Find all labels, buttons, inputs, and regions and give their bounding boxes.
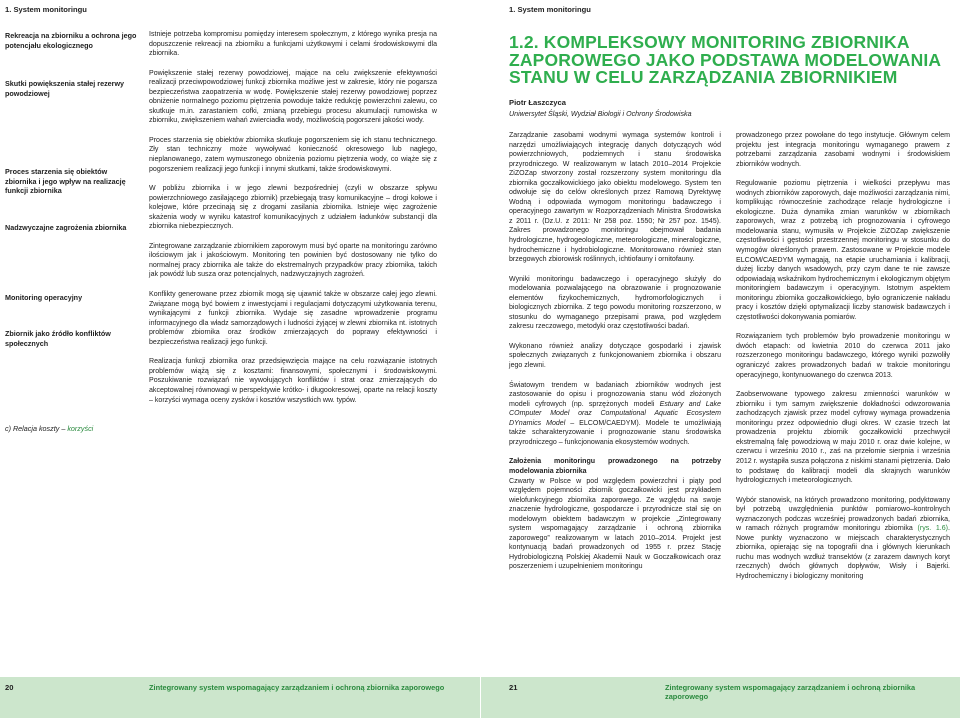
- author-affiliation: Uniwersytet Śląski, Wydział Biologii i Ochrony Środowiska: [509, 110, 692, 118]
- col1-paragraph-2: Wyniki monitoringu badawczego i operacyjnego służyły do modelowania pozwalającego na obrazowanie i prognozowanie elementów fizykochemicznych, hydromorfologicznych i biologicznych zbiornika. Z tego powodu monitoring rozszerzono, w stosunku do wymaganego przepisami prawa, pod względem zakresu rzeczowego, metodyki oraz częstotliwości badań.: [509, 275, 721, 331]
- figure-reference-link[interactable]: (rys. 1.6): [917, 525, 949, 533]
- paragraph-conflicts: Konflikty generowane przez zbiornik mogą się ujawnić także w obszarze całej jego zlewni. Związane mogą być bowiem z inwestycjami i regulacjami dotyczącymi użytkowania terenu, wynikającymi z funkcji zbiornika. Wydaje się zasadne wprowadzenie programu informacyjnego dla władz samorządowych i ludności żyjącej w zlewni zbiornika nt. istotnych problemów zbiornika oraz środków zmierzających do poprawy efektywności i bezpieczeństwa realizacji jego funkcji.: [149, 291, 437, 346]
- section-title: 1.2. KOMPLEKSOWY MONITORING ZBIORNIKA ZAPOROWEGO JAKO PODSTAWA MODELOWANIA STANU W CELU ZARZĄDZANIA ZBIORNIKIEM: [509, 32, 941, 87]
- right-footer-text: Zintegrowany system wspomagający zarządzaniem i ochroną zbiornika zaporowego: [665, 683, 916, 701]
- paragraph-operational: Zintegrowane zarządzanie zbiornikiem zaporowym musi być oparte na monitoringu zarówno ilościowym jak i jakościowym. Monitoring ten powinien być dostosowany nie tylko do normalnej pracy zbiornika ale także do ekstremalnych przypadków pracy zbiornika, takich jak powódź lub susza oraz potencjalnych, nadzwyczajnych zagrożeń.: [149, 242, 437, 279]
- col1-paragraph-1: Zarządzanie zasobami wodnymi wymaga systemów kontroli i narzędzi umożliwiających integrację danych dotyczących wód powierzchniowych, podziemnych i stanu środowiska przyrodniczego. W realizowanym w latach 2010–2014 Projekcie ZiZOZap stworzony został rozszerzony system monitoringu dla zbiornika goczałkowickiego jako obiektu modelowego. System ten odwołuje się do celów określonych przez Ramową Dyrektywę Wodną i odpowiada wymogom monitoringu badawczego i operacyjnego zawartym w Rozporządzeniach Ministra Środowiska z 2011 r. (Dz.U. z 2011: Nr 258 poz. 1550; Nr 257 poz. 1545). Zakres prowadzonego monitoringu obejmował badania hydrologiczne, hydrogeologiczne, meteorologiczne, mineralogiczne, hydrochemiczne i hydrobiologiczne. Monitorowano również stan brzegowych zbiorowisk roślinnych, ichtiofauny i ornitofauny.: [509, 132, 721, 264]
- col1-paragraph-5: Czwarty w Polsce w pod względem powierzchni i piąty pod względem pojemności zbiornik goczałkowicki jest przykładem wielofunkcyjnego zbiornika zaporowego. Ze względu na swoje znaczenie hydrologiczne, gospodarcze i przyrodnicze stał się on modelowym obiektem badawczym w projekcie „Zintegrowany system wspomagający zarządzanie i ochroną zbiornika zaporowego” realizowanym w latach 2010–2014. Projekt jest kontynuacją badań prowadzonych od 1955 r. przez Stację Hydrobiologiczną Polskiej Akademii Nauk w Goczałkowicach oraz poszerzeniem i uzupełnieniem monitoringu: [509, 477, 721, 571]
- left-running-head: 1. System monitoringu: [5, 5, 87, 14]
- right-running-head: 1. System monitoringu: [509, 5, 591, 14]
- col2-paragraph-2: Regulowanie poziomu piętrzenia i wielkości przepływu mas wodnych zbiorników zaporowych, daje możliwości zarządzania nimi, komplikując równocześnie zachodzące relacje hydrologiczne i ekologiczne. Duża dynamika zmian warunków w zbiornikach zaporowych, wraz z potrzebą ich prognozowania i cyfrowego modelowania stanu, wymusiła w Projekcie ZiZOZap zwiększenie częstotliwości i gęstości przestrzennej monitoringu w stosunku do wymogów określonych prawem. Zastosowane w Projekcie modele ELCOM/CAEDYM wymagają, na etapie uruchamiania i kalibracji, dużej liczby danych wsadowych, przy czym dane te nie zawsze odpowiadają wskaźnikom hydrochemicznym i ekologicznym objętym monitoringiem badawczym i operacyjnym. Istotnym aspektem monitoringu zbiornika goczałkowickiego, było ograniczenie nakładu pracy i kosztów dzięki optymalizacji liczby stanowisk badawczych i częstotliwości dokonywania pomiarów.: [736, 180, 950, 321]
- right-page-number: 21: [509, 683, 518, 692]
- paragraph-cost-benefit: Realizacja funkcji zbiornika oraz przedsięwzięcia mające na celu rozwiązanie istotnych problemów wiążą się z kosztami: finansowymi, społecznymi i środowiskowymi. Poszukiwanie rozwiązań nie wywołujących konfliktów i strat oraz zmierzających do akceptowalnej równowagi w perspektywie krótko- i długookresowej, oparte na relacji koszty – korzyści wymaga oceny zysków i kosztów wszystkich ww. typów.: [149, 358, 437, 404]
- col1-paragraph-3: Wykonano również analizy dotyczące gospodarki i zjawisk społecznych związanych z funkcjonowaniem zbiornika i obszaru jego zlewni.: [509, 342, 721, 370]
- col1-p4-text-a: Światowym trendem w badaniach zbiorników wodnych jest zastosowanie do opisu i prognozowania stanu wód złożonych modeli cyfrowych (np. sprzężonych modeli: [509, 381, 721, 408]
- sidebar-heading-cost-benefit: [5, 424, 145, 434]
- col1-paragraph-4: [509, 381, 721, 448]
- author-name: Piotr Łaszczyca: [509, 98, 566, 107]
- left-main-column: [149, 30, 437, 405]
- sidebar-heading-recreation: Rekreacja na zbiorniku a ochrona jego potencjału ekologicznego: [5, 31, 137, 50]
- col1-subheading-wrap: [509, 457, 721, 476]
- paragraph-recreation: Istnieje potrzeba kompromisu pomiędzy interesem społecznym, z którego wynika presja na dopuszczenie rekreacji na zbiorniku a funkcjami użytkowymi i celami środowiskowymi dla zbiornika.: [149, 31, 437, 58]
- left-page-number: 20: [5, 683, 14, 692]
- sidebar-heading-threats: Nadzwyczajne zagrożenia zbiornika: [5, 223, 127, 232]
- col2-p5-text-a: Wybór stanowisk, na których prowadzono monitoring, podyktowany był potrzebą uwzględnienia punktów pomiarowo–kontrolnych wyznaczonych podczas wcześniej prowadzonych badań zbiornika, w ramach różnych programów monitoringu zbiornika: [736, 496, 950, 533]
- col2-paragraph-5: [736, 496, 950, 582]
- col2-paragraph-1: prowadzonego przez powołane do tego instytucje. Głównym celem projektu jest integracja monitoringu wymaganego prawem z potrzebami zarządzania zasobami wodnymi i środowiskiem zbiorników wodnych.: [736, 132, 950, 168]
- sidebar-heading-operational: Monitoring operacyjny: [5, 293, 83, 302]
- right-column-1: [509, 131, 721, 572]
- paragraph-aging: Proces starzenia się obiektów zbiornika skutkuje pogorszeniem się ich stanu technicznego. Zły stan techniczny może wywoływać konieczność okresowego lub nagłego, nieplanowanego, zatem wymuszonego obniżenia poziomu piętrzenia wody, co wiąże się z pogorszeniem realizacji jego funkcji i innymi skutkami, także środowiskowymi.: [149, 136, 437, 173]
- sidebar-heading-conflicts: Zbiornik jako źródło konfliktów społecznych: [5, 329, 111, 348]
- sidebar-heading-flood-reserve: Skutki powiększenia stałej rezerwy powodziowej: [5, 79, 125, 98]
- paragraph-flood-reserve: Powiększenie stałej rezerwy powodziowej, mające na celu zwiększenie efektywności realizacji przeciwpowodziowej funkcji zbiornika możliwe jest w zakresie, który nie pogarsza bezpieczeństwa zaopatrzenia w wodę. Powiększenie stałej rezerwy powodziowej poprzez obniżenie normalnego poziomu piętrzenia powoduje także redukcję powierzchni zalewu, co skutkuje m.in. zarastaniem cofki, zmianą przebiegu procesu akumulacji rumowiska w zbiorniku, zwiększeniem wahań zwierciadła wody, możliwością pogorszeni jakości wody.: [149, 69, 437, 125]
- page-gutter: [480, 0, 481, 718]
- left-footer-text: Zintegrowany system wspomagający zarządzaniem i ochroną zbiornika zaporowego: [149, 683, 445, 692]
- sidebar-cost-accent: korzyści: [67, 424, 94, 433]
- paragraph-threats: W pobliżu zbiornika i w jego zlewni bezpośredniej (czyli w obszarze spływu powierzchniowego zasilającego zbiornik) przebiegają trasy komunikacyjne – drogi kołowe i kolejowe, które przecinają się z drogami zasilania zbiornika. Istnieje więc zagrożenie skażenia wody w wyniku katastrof komunikacyjnych z udziałem ładunków substancji dla zbiornika niebezpiecznych.: [149, 185, 437, 231]
- col2-p5-text-b: . Nowe punkty wyznaczono w miejscach charakterystycznych zbiornika, opierając się na topografii dna i głównych kierunkach ruchu mas wodnych wzdłuż transektów (z zarazem dawnych koryt rzecznych) dwóch głównych dopływów, Wisły i Bajerki. Hydrochemiczny i biologiczny monitoring: [736, 525, 950, 580]
- sidebar-heading-aging: Proces starzenia się obiektów zbiornika i jego wpływ na realizację funkcji zbiornika: [5, 167, 126, 196]
- right-column-2: [736, 131, 950, 582]
- col1-subheading: Założenia monitoringu prowadzonego na potrzeby modelowania zbiornika: [509, 458, 721, 475]
- sidebar-cost-prefix: c) Relacja koszty –: [5, 424, 68, 433]
- col1-p4-text-b: – ELCOM/CAEDYM). Modele te umożliwiają także scharakteryzowanie i prognozowanie stanu środowiska przyrodniczego – funkcjonowania ekosystemów wodnych.: [509, 419, 722, 446]
- col2-paragraph-4: Zaobserwowane typowego zakresu zmienności warunków w zbiorniku i tym samym zwiększenie dokładności odwzorowania zachodzących zjawisk przez model cyfrowy wymaga prowadzenia monitoringu przez odpowiednio długi okres. W czasie trzech lat prowadzenia projektu zbiornik goczałkowicki przechwycił ekstremalną falę powodziową w maju 2010 r. oraz dwie kolejne, w czerwcu i wrześniu 2010 r., zaś na przełomie sierpnia i września 2012 r. wystąpiła susza połączona z niskimi stanami piętrzenia. Dało to podstawę do kalibracji modeli dla skrajnych warunków hydrologicznych i meteorologicznych.: [736, 391, 950, 485]
- col2-paragraph-3: Rozwiązaniem tych problemów było prowadzenie monitoringu w dwóch etapach: od kwietnia 2010 do czerwca 2011 jako rozszerzonego monitoringu badawczego, którego wyniki pozwoliły ograniczyć zakres prowadzonych badań w trakcie monitoringu operacyjnego, kontynuowanego do czerwca 2013.: [736, 333, 950, 379]
- col1-p4-model-names: Estuary and Lake COmputer Model oraz Computational Aquatic Ecosystem DYnamics Model: [509, 400, 721, 427]
